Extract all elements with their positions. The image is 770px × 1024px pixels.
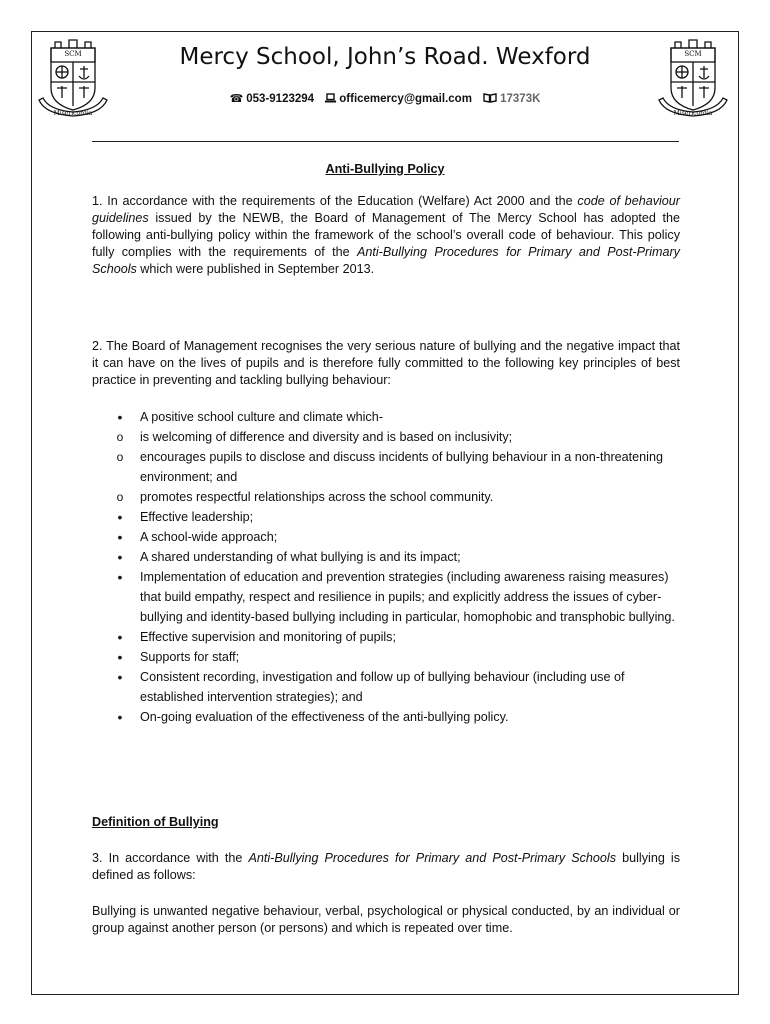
phone-info	[230, 93, 318, 105]
email-address: officemercy@gmail.com	[339, 93, 472, 105]
list-item	[114, 647, 684, 667]
para1-text-a: 1. In accordance with the requirements of the Education (Welfare) Act 2000 and the	[92, 194, 578, 208]
list-item-text: Consistent recording, investigation and follow up of bullying behaviour (including use of established intervention strategies); and	[140, 670, 625, 704]
sub-bullet-icon	[114, 487, 126, 507]
bullet-icon	[114, 627, 126, 648]
policy-title: Anti-Bullying Policy	[325, 162, 445, 176]
list-item	[114, 507, 684, 527]
bullet-icon	[114, 547, 126, 568]
book-icon	[483, 93, 497, 103]
para1-italic-procedures: Anti-Bullying Procedures for Primary and Post-Primary Schools	[92, 245, 680, 276]
list-item	[114, 447, 684, 487]
list-item	[114, 707, 684, 727]
bullet-icon	[114, 407, 126, 428]
list-item	[114, 407, 684, 427]
para3-text-c: bullying is defined as follows:	[92, 851, 681, 882]
para4-text: Bullying is unwanted negative behaviour, verbal, psychological or physical conducted, by an individual or group against another person (or persons) and which is repeated over time.	[92, 904, 680, 935]
crest-motto: Misericordia	[53, 110, 93, 117]
list-item	[114, 487, 684, 507]
roll-number: 17373K	[500, 93, 541, 105]
list-item-text: A school-wide approach;	[140, 530, 278, 544]
list-item	[114, 427, 684, 447]
bullet-icon	[114, 647, 126, 668]
list-item-text: Supports for staff;	[140, 650, 240, 664]
list-item-text: is welcoming of difference and diversity and is based on inclusivity;	[140, 430, 513, 444]
phone-icon: ☎	[229, 93, 244, 105]
list-item-text: Effective supervision and monitoring of pupils;	[140, 630, 396, 644]
laptop-icon	[325, 93, 336, 103]
list-item	[114, 627, 684, 647]
para3-italic-procedures: Anti-Bullying Procedures for Primary and Post-Primary Schools	[248, 851, 617, 865]
para3-text-a: 3. In accordance with the	[92, 851, 249, 865]
list-item-text: A positive school culture and climate which-	[140, 410, 383, 424]
bullet-icon	[114, 707, 126, 728]
bullet-icon	[114, 667, 126, 688]
crest-letters: SCM	[684, 50, 702, 58]
header-divider	[92, 141, 679, 142]
list-item	[114, 527, 684, 547]
list-item	[114, 667, 684, 707]
definition-heading: Definition of Bullying	[92, 815, 219, 829]
bullet-icon	[114, 507, 126, 528]
school-name: Mercy School, John’s Road. Wexford	[179, 44, 591, 70]
principles-list	[114, 407, 684, 727]
roll-info	[483, 93, 540, 105]
contact-line	[0, 92, 770, 105]
paragraph-4	[92, 903, 680, 937]
sub-bullet-icon	[114, 447, 126, 467]
crest-motto: Misericordia	[673, 110, 713, 117]
list-item-text: A shared understanding of what bullying is and its impact;	[140, 550, 461, 564]
bullet-icon	[114, 567, 126, 588]
list-item-text: Implementation of education and prevention strategies (including awareness raising measures) that build empathy, respect and resilience in pupils; and explicitly address the issues of cyber-bullying and identity-based bullying including in particular, homophobic and transphobic bullying.	[140, 570, 675, 624]
paragraph-3	[92, 850, 680, 884]
para1-italic-code: code of behaviour guidelines	[92, 194, 680, 225]
paragraph-2	[92, 338, 680, 389]
list-item-text: On-going evaluation of the effectiveness of the anti-bullying policy.	[140, 710, 509, 724]
crest-letters: SCM	[64, 50, 82, 58]
paragraph-1	[92, 193, 680, 278]
sub-bullet-icon	[114, 427, 126, 447]
email-info	[325, 93, 475, 105]
phone-number: 053-9123294	[246, 93, 315, 105]
list-item-text: Effective leadership;	[140, 510, 254, 524]
list-item	[114, 547, 684, 567]
bullet-icon	[114, 527, 126, 548]
list-item	[114, 567, 684, 627]
para2-text: 2. The Board of Management recognises the very serious nature of bullying and the negative impact that it can have on the lives of pupils and is therefore fully committed to the following key principles of best practice in preventing and tackling bullying behaviour:	[92, 339, 680, 387]
para1-text-c: issued by the NEWB, the Board of Management of The Mercy School has adopted the following anti-bullying policy within the framework of the school’s overall code of behaviour. This policy fully complies with the requirements of the	[92, 211, 680, 259]
list-item-text: promotes respectful relationships across the school community.	[140, 490, 494, 504]
para1-text-e: which were published in September 2013.	[136, 262, 375, 276]
list-item-text: encourages pupils to disclose and discuss incidents of bullying behaviour in a non-threatening environment; and	[140, 450, 663, 484]
